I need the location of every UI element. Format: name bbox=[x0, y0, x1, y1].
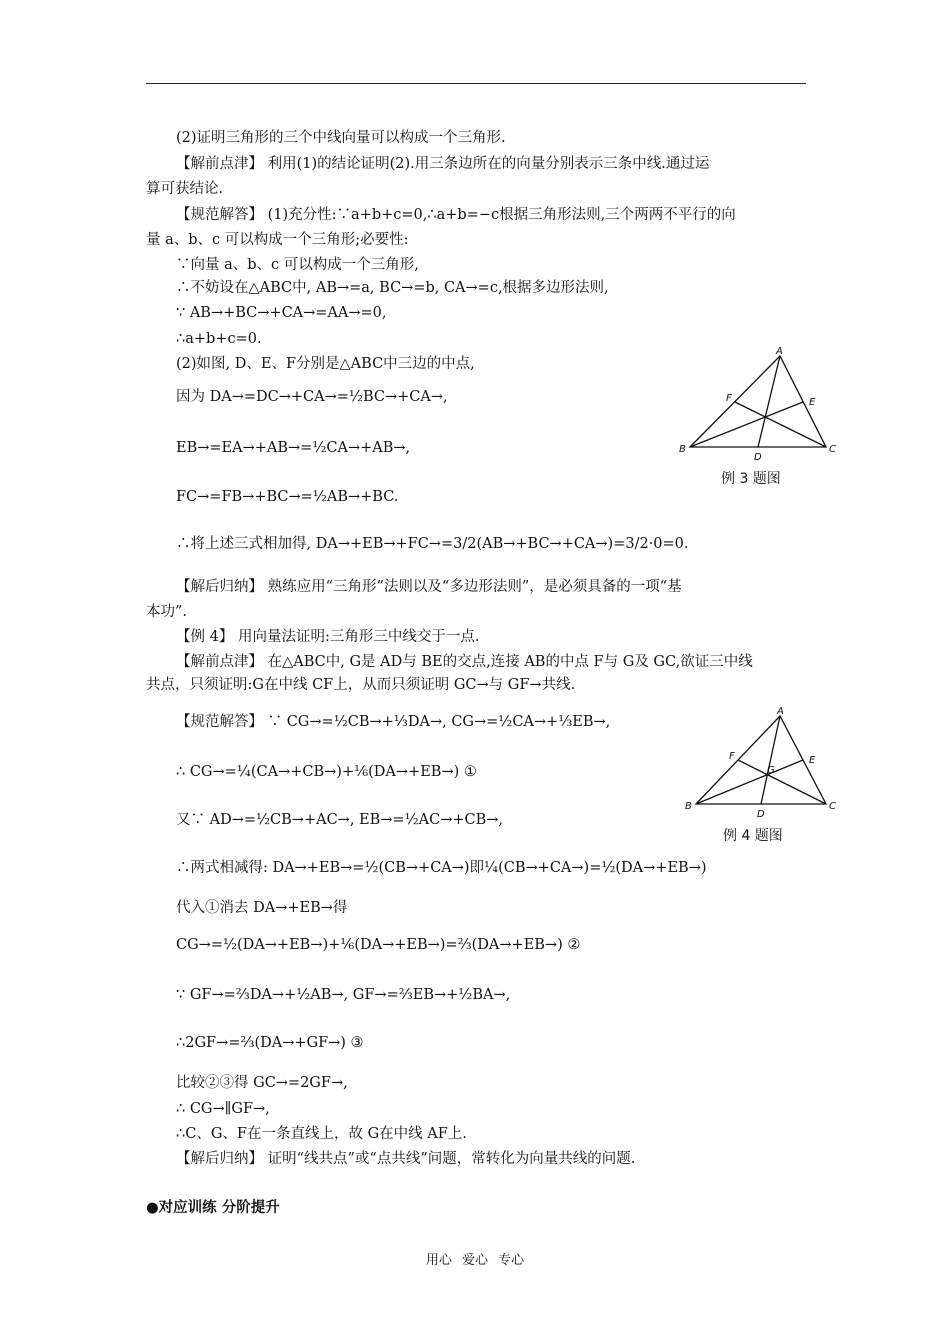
text-line: 量 a、b、c 可以构成一个三角形;必要性: bbox=[146, 232, 409, 248]
label-a: A bbox=[776, 346, 783, 357]
label-c: C bbox=[829, 444, 836, 455]
text-line: ∴ CG→=¼(CA→+CB→)+⅙(DA→+EB→) ① bbox=[176, 764, 477, 780]
header-rule bbox=[146, 83, 806, 84]
label-a: A bbox=[777, 706, 784, 717]
text-line: ∴C、G、F在一条直线上，故 G在中线 AF上. bbox=[176, 1126, 467, 1142]
figure-3-triangle bbox=[676, 343, 846, 463]
text-line: ∴ CG→∥GF→, bbox=[176, 1101, 270, 1117]
text-line: 【解前点津】 在△ABC中, G是 AD与 BE的交点,连接 AB的中点 F与 G及 GC,欲证三中线 bbox=[176, 654, 753, 670]
figure-4-triangle bbox=[681, 703, 851, 823]
text-line: 又∵ AD→=½CB→+AC→, EB→=½AC→+CB→, bbox=[176, 812, 504, 828]
text-line: FC→=FB→+BC→=½AB→+BC. bbox=[176, 489, 399, 505]
text-line: EB→=EA→+AB→=½CA→+AB→, bbox=[176, 440, 411, 456]
label-d: D bbox=[754, 452, 762, 463]
label-b: B bbox=[679, 444, 686, 455]
label-b: B bbox=[685, 801, 692, 812]
text-line: ∴将上述三式相加得, DA→+EB→+FC→=3/2(AB→+BC→+CA→)=3/2·0=0. bbox=[176, 536, 689, 552]
text-line: ∵ GF→=⅔DA→+½AB→, GF→=⅔EB→+½BA→, bbox=[176, 987, 511, 1003]
text-line: 比较②③得 GC→=2GF→, bbox=[176, 1075, 348, 1091]
text-line: 【例 4】 用向量法证明:三角形三中线交于一点. bbox=[176, 629, 480, 645]
label-c: C bbox=[829, 801, 836, 812]
figure-3-caption: 例 3 题图 bbox=[721, 471, 781, 487]
text-line: 【解后归纳】 熟练应用“三角形”法则以及“多边形法则”，是必须具备的一项“基 bbox=[176, 579, 682, 595]
text-line: 【规范解答】 ∵ CG→=½CB→+⅓DA→, CG→=½CA→+⅓EB→, bbox=[176, 714, 611, 730]
text-line: 【解后归纳】 证明“线共点”或“点共线”问题，常转化为向量共线的问题. bbox=[176, 1151, 636, 1167]
text-line: ∴不妨设在△ABC中, AB→=a, BC→=b, CA→=c,根据多边形法则, bbox=[176, 280, 609, 296]
label-f: F bbox=[729, 751, 735, 762]
label-d: D bbox=[757, 809, 765, 820]
text-line: (2)如图, D、E、F分别是△ABC中三边的中点, bbox=[176, 356, 475, 372]
text-line: 【解前点津】 利用(1)的结论证明(2).用三条边所在的向量分别表示三条中线.通过运 bbox=[176, 156, 710, 172]
text-line: ∵向量 a、b、c 可以构成一个三角形, bbox=[176, 257, 419, 273]
text-line: ∵ AB→+BC→+CA→=AA→=0, bbox=[176, 305, 387, 321]
text-line: (2)证明三角形的三个中线向量可以构成一个三角形. bbox=[176, 130, 506, 146]
text-line: ∴两式相减得: DA→+EB→=½(CB→+CA→)即¼(CB→+CA→)=½(DA→+EB→) bbox=[176, 860, 707, 876]
text-line: CG→=½(DA→+EB→)+⅙(DA→+EB→)=⅔(DA→+EB→) ② bbox=[176, 937, 581, 953]
label-e: E bbox=[809, 397, 816, 408]
text-line: 算可获结论. bbox=[146, 181, 224, 197]
text-line: 【规范解答】 (1)充分性:∵a+b+c=0,∴a+b=−c根据三角形法则,三个两两不平行的向 bbox=[176, 207, 736, 223]
text-line: ∴2GF→=⅔(DA→+GF→) ③ bbox=[176, 1035, 364, 1051]
label-e: E bbox=[809, 755, 816, 766]
section-heading: ●对应训练 分阶提升 bbox=[146, 1200, 280, 1216]
text-line: 因为 DA→=DC→+CA→=½BC→+CA→, bbox=[176, 389, 448, 405]
label-g: G bbox=[767, 765, 775, 776]
text-line: ∴a+b+c=0. bbox=[176, 331, 262, 347]
text-line: 共点，只须证明:G在中线 CF上，从而只须证明 GC→与 GF→共线. bbox=[146, 677, 576, 693]
text-line: 代入①消去 DA→+EB→得 bbox=[176, 900, 348, 916]
figure-4-caption: 例 4 题图 bbox=[723, 828, 783, 844]
page-footer: 用心 爱心 专心 bbox=[425, 1253, 525, 1268]
label-f: F bbox=[726, 393, 732, 404]
text-line: 本功”. bbox=[146, 604, 188, 620]
